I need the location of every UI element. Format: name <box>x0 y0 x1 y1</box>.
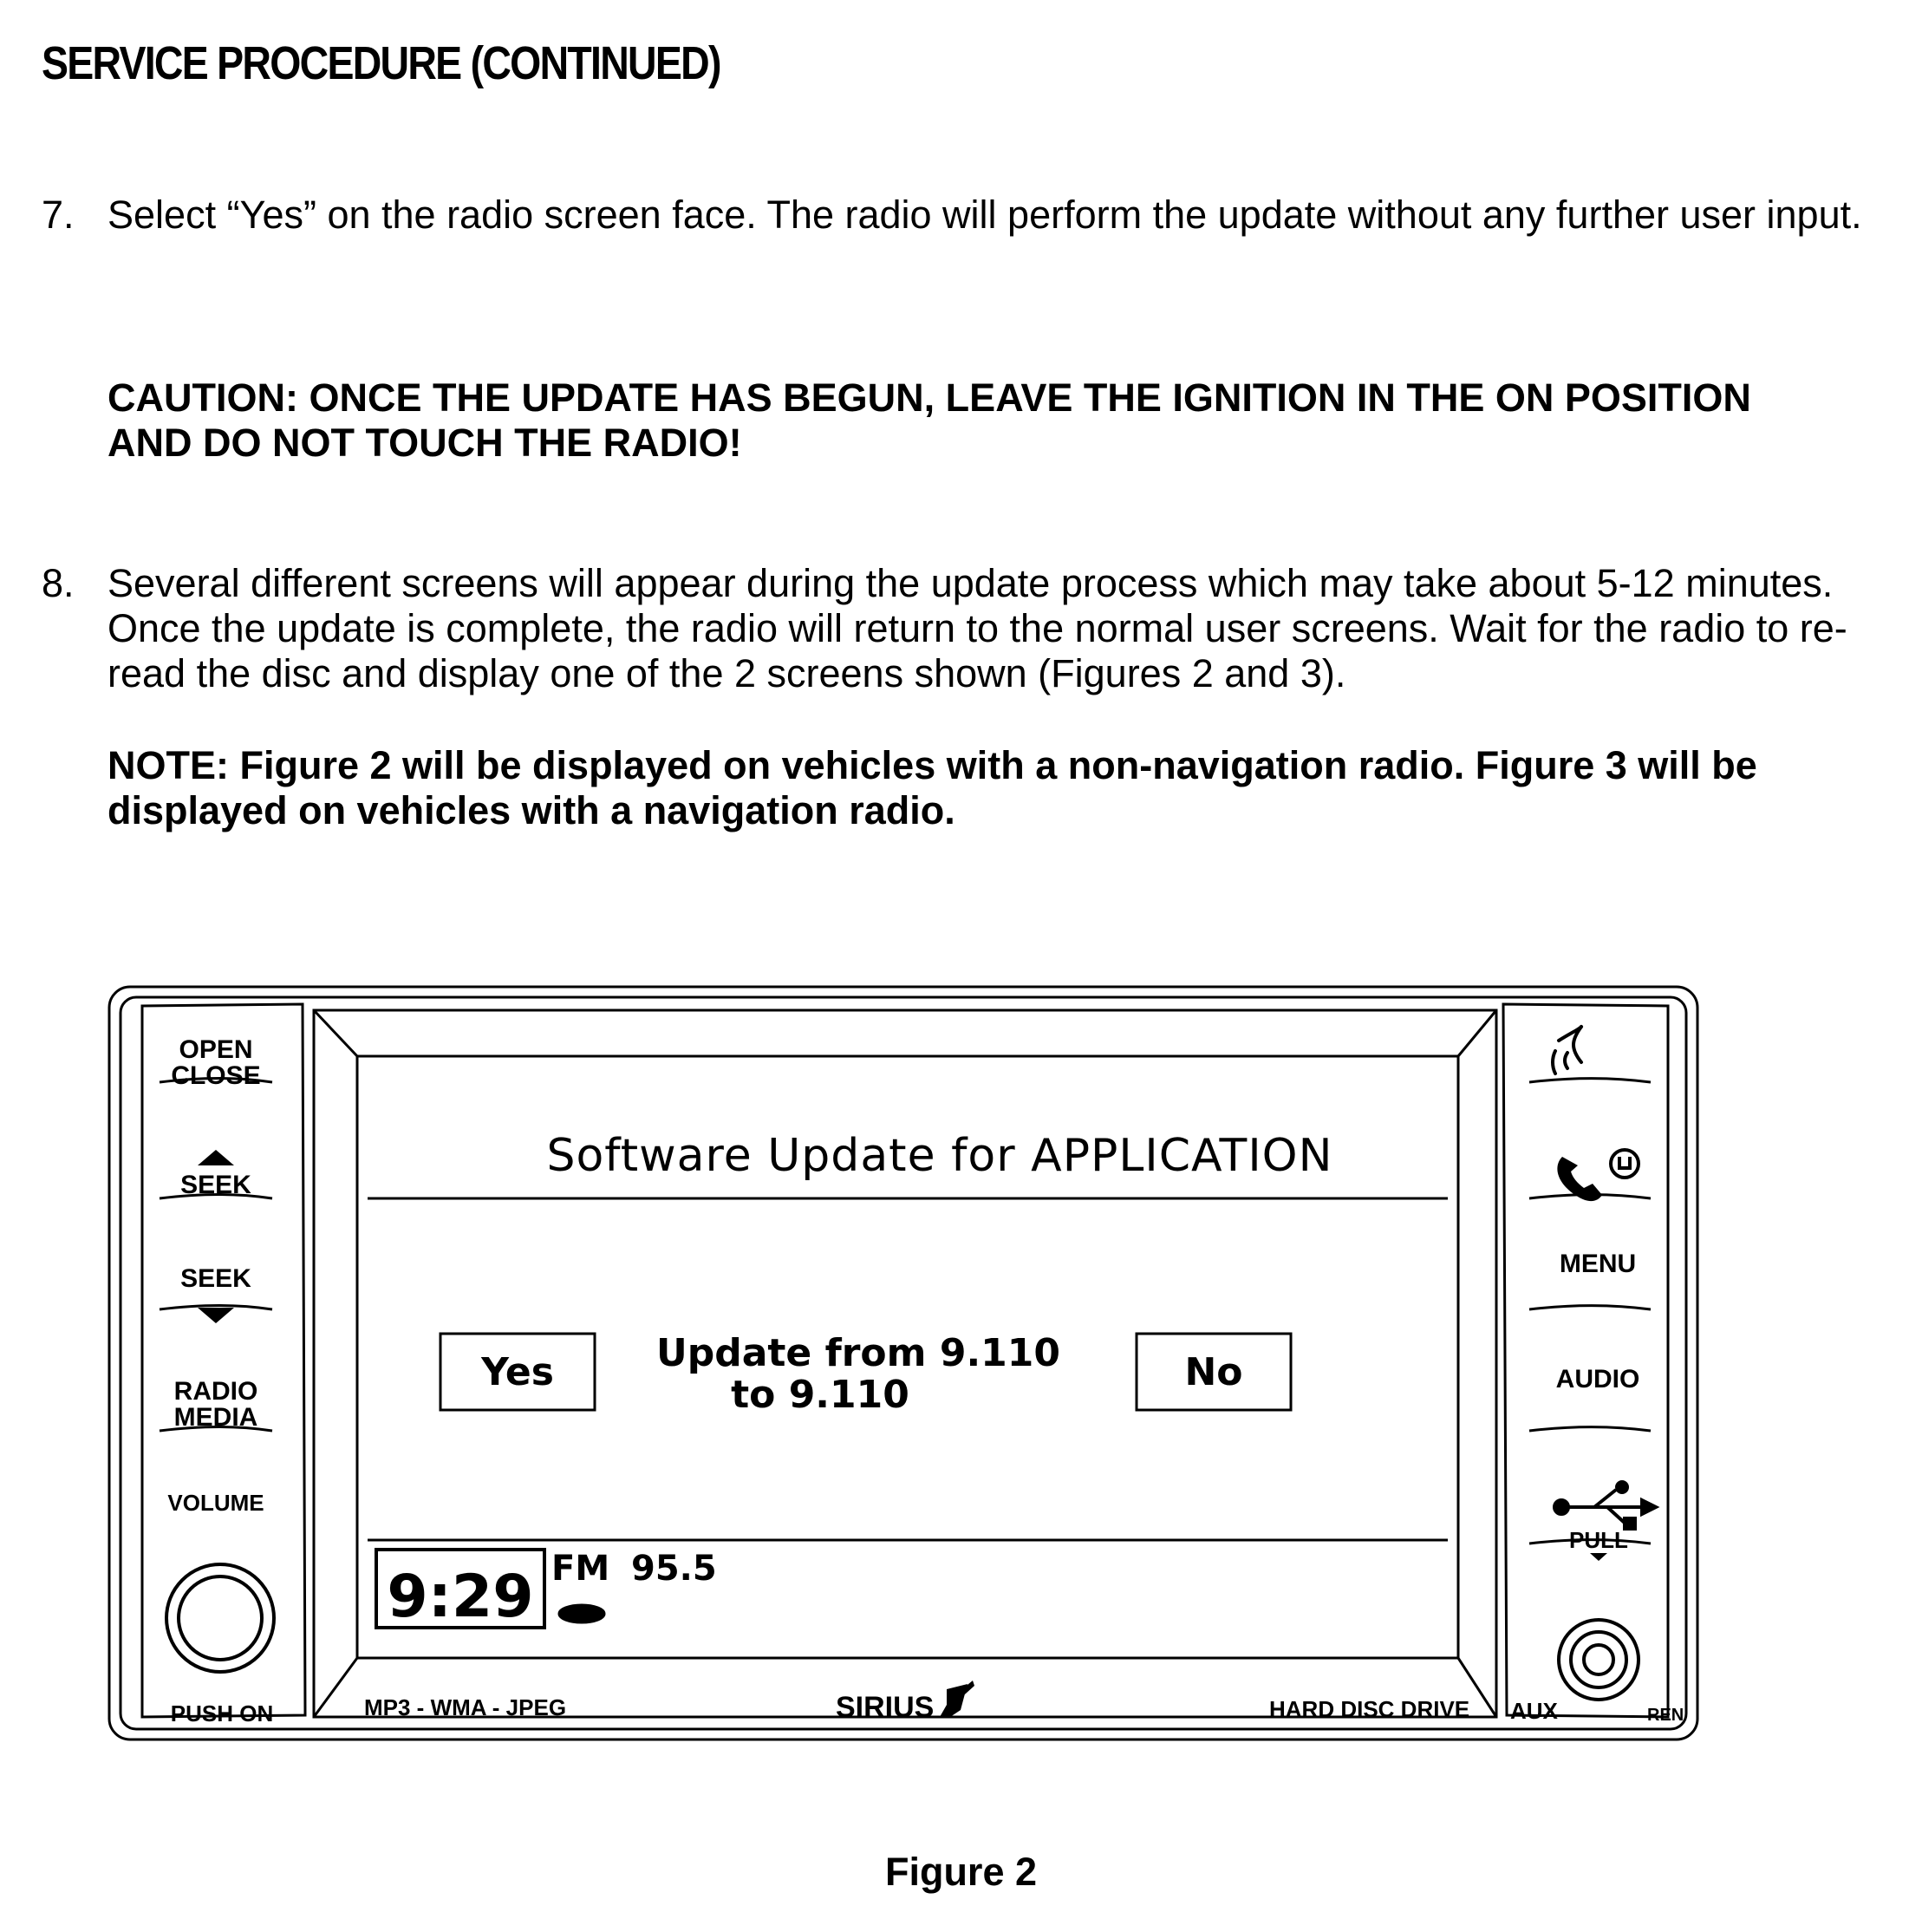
seek-down-arrow-icon <box>198 1308 234 1323</box>
volume-label: VOLUME <box>167 1490 264 1516</box>
yes-button-label[interactable]: Yes <box>481 1350 554 1394</box>
screen-bevel-left-bottom <box>314 1658 357 1717</box>
seek-up-arrow-icon <box>198 1150 234 1165</box>
update-to-text: to 9.110 <box>731 1373 909 1417</box>
menu-label: MENU <box>1559 1250 1637 1278</box>
step-text: Select “Yes” on the radio screen face. The radio will perform the update without any further user input. <box>108 193 1862 237</box>
voice-wave-3 <box>1553 1051 1555 1074</box>
formats-label: MP3 - WMA - JPEG <box>364 1694 567 1720</box>
radio-figure <box>108 980 1699 1746</box>
clock-text: 9:29 <box>387 1563 534 1631</box>
step-7 <box>42 193 1884 238</box>
volume-knob-outer[interactable] <box>166 1564 274 1672</box>
usb-branch-circle <box>1617 1482 1627 1492</box>
caution-text <box>108 375 1876 466</box>
aux-label: AUX <box>1510 1698 1558 1724</box>
note-text <box>108 743 1876 833</box>
step-number: 8. <box>42 561 75 605</box>
page-heading: SERVICE PROCEDURE (CONTINUED) <box>42 37 720 89</box>
seek-up-label: SEEK <box>180 1171 251 1199</box>
radio-illustration <box>108 980 1699 1746</box>
step-text: Several different screens will appear during the update process which may take about 5-12 minutes. Once the update is complete, the radio will return to the normal user screens. Wait for the radio to re-read the disc and display one of the 2 screens shown (Figures 2 and 3). <box>108 561 1847 695</box>
pull-label: PULL <box>1569 1527 1628 1553</box>
right-separator-1 <box>1529 1079 1651 1083</box>
step-8 <box>42 561 1884 696</box>
right-separator-3 <box>1529 1306 1651 1310</box>
frequency-text: 95.5 <box>631 1549 717 1589</box>
caution-line-1: CAUTION: ONCE THE UPDATE HAS BEGUN, LEAVE THE IGNITION IN THE ON POSITION <box>108 375 1751 420</box>
figure-caption: Figure 2 <box>884 1850 1038 1894</box>
note-line-1: NOTE: Figure 2 will be displayed on vehicles with a non-navigation radio. Figure 3 will be <box>108 743 1757 787</box>
note-line-2: displayed on vehicles with a navigation radio. <box>108 788 955 832</box>
sirius-logo: SIRIUS <box>836 1691 935 1724</box>
seek-down-label: SEEK <box>180 1264 251 1293</box>
band-text: FM <box>551 1549 610 1589</box>
pull-arrow-icon <box>1590 1553 1607 1561</box>
hard-disc-drive-label: HARD DISC DRIVE <box>1269 1696 1470 1722</box>
aux-jack-middle[interactable] <box>1571 1632 1626 1687</box>
push-on-label: PUSH ON <box>170 1700 274 1726</box>
disc-icon <box>559 1605 604 1622</box>
usb-arrow-icon <box>1642 1500 1656 1514</box>
volume-knob-inner[interactable] <box>179 1576 262 1660</box>
ren-label: REN <box>1647 1706 1684 1725</box>
usb-circle-icon <box>1554 1500 1568 1514</box>
caution-line-2: AND DO NOT TOUCH THE RADIO! <box>108 421 742 465</box>
audio-label: AUDIO <box>1555 1365 1640 1394</box>
step-number: 7. <box>42 193 75 237</box>
update-from-text: Update from 9.110 <box>655 1331 1061 1375</box>
screen-bevel-right-top <box>1458 1010 1496 1056</box>
media-label: MEDIA <box>173 1403 258 1432</box>
open-label: OPEN <box>179 1035 253 1064</box>
right-button-column <box>1503 1004 1668 1717</box>
voice-wave-4 <box>1565 1053 1567 1068</box>
right-separator-4 <box>1529 1427 1651 1432</box>
aux-jack-inner[interactable] <box>1584 1645 1613 1674</box>
sirius-dog-icon <box>940 1681 974 1717</box>
screen-title: Software Update for APPLICATION <box>546 1130 1333 1182</box>
uconnect-ring-icon <box>1611 1150 1639 1178</box>
close-label: CLOSE <box>171 1061 261 1090</box>
usb-branch-up <box>1594 1490 1616 1507</box>
screen-bevel-left-top <box>314 1010 357 1056</box>
uconnect-u-icon <box>1619 1157 1630 1168</box>
radio-label: RADIO <box>173 1377 258 1406</box>
no-button-label[interactable]: No <box>1184 1350 1243 1394</box>
